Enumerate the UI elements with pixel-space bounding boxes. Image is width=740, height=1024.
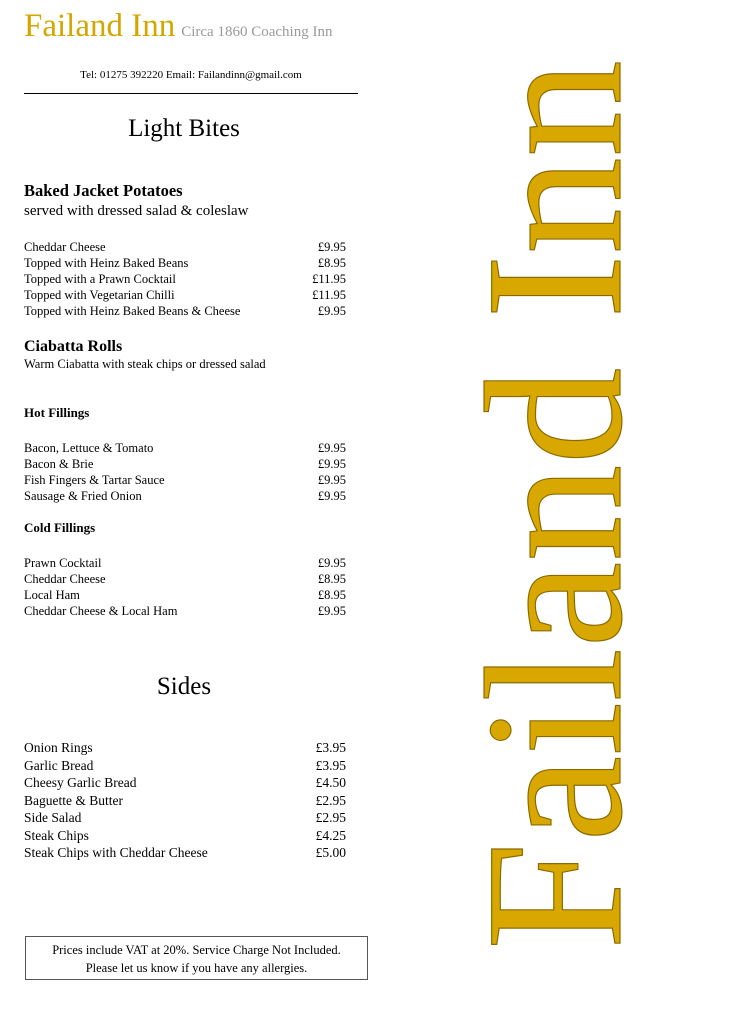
item-price: £9.95 — [317, 604, 346, 618]
item-price: £9.95 — [317, 304, 346, 318]
hot-fillings-heading: Hot Fillings — [24, 405, 90, 420]
list-item — [24, 255, 346, 271]
item-name: Cheddar Cheese — [24, 572, 106, 586]
list-item — [24, 774, 346, 792]
item-price: £9.95 — [317, 441, 346, 455]
item-name: Side Salad — [24, 810, 82, 825]
item-name: Steak Chips — [24, 827, 89, 843]
item-name: Garlic Bread — [24, 757, 94, 773]
prices-notice — [25, 936, 368, 980]
list-item — [24, 603, 346, 619]
item-price: £2.95 — [315, 792, 346, 808]
sides-items — [24, 739, 346, 862]
cold-fillings-heading: Cold Fillings — [24, 520, 96, 535]
item-price: £4.25 — [315, 827, 346, 843]
list-item — [24, 827, 346, 845]
list-item — [24, 792, 346, 810]
item-price: £2.95 — [315, 810, 346, 825]
list-item — [24, 440, 346, 456]
ciabatta-heading: Ciabatta Rolls — [24, 338, 123, 355]
item-price: £9.95 — [317, 457, 346, 471]
notice-line-vat: Prices include VAT at 20%. Service Charge Not Included. — [52, 943, 341, 957]
item-name: Topped with a Prawn Cocktail — [24, 272, 176, 286]
item-price: £3.95 — [315, 740, 346, 755]
jacket-heading: Baked Jacket Potatoes — [24, 181, 183, 200]
list-item — [24, 587, 346, 603]
item-name: Baguette & Butter — [24, 792, 123, 808]
item-price: £4.50 — [315, 775, 346, 790]
list-item — [24, 555, 346, 571]
item-price: £8.95 — [317, 588, 346, 602]
ciabatta-subheading: Warm Ciabatta with steak chips or dressed salad — [24, 357, 266, 371]
item-price: £9.95 — [317, 489, 346, 503]
list-item — [24, 472, 346, 488]
item-name: Fish Fingers & Tartar Sauce — [24, 473, 165, 487]
item-name: Cheesy Garlic Bread — [24, 775, 137, 790]
light-bites-title: Light Bites — [128, 115, 240, 142]
header-title — [24, 8, 332, 45]
item-price: £5.00 — [315, 845, 346, 860]
brand-name: Failand Inn — [24, 8, 176, 44]
list-item — [24, 571, 346, 587]
item-price: £11.95 — [312, 288, 346, 302]
list-item — [24, 287, 346, 303]
item-price: £3.95 — [315, 757, 346, 773]
list-item — [24, 739, 346, 757]
list-item — [24, 488, 346, 504]
item-name: Bacon, Lettuce & Tomato — [24, 441, 154, 455]
item-name: Local Ham — [24, 588, 80, 602]
item-price: £9.95 — [317, 473, 346, 487]
list-item — [24, 844, 346, 862]
jacket-subheading: served with dressed salad & coleslaw — [24, 203, 249, 219]
item-name: Topped with Heinz Baked Beans & Cheese — [24, 304, 241, 318]
contact-line: Tel: 01275 392220 Email: Failandinn@gmail.com — [80, 69, 302, 81]
list-item — [24, 456, 346, 472]
item-name: Bacon & Brie — [24, 457, 94, 471]
list-item — [24, 809, 346, 827]
sides-title: Sides — [156, 673, 212, 700]
cold-fillings-items — [24, 555, 346, 619]
hot-fillings-items — [24, 440, 346, 504]
list-item — [24, 271, 346, 287]
item-price: £11.95 — [312, 272, 346, 286]
item-name: Cheddar Cheese & Local Ham — [24, 604, 178, 618]
item-name: Onion Rings — [24, 740, 93, 755]
list-item — [24, 303, 346, 319]
item-price: £9.95 — [317, 240, 346, 254]
header-divider — [24, 93, 358, 94]
item-name: Sausage & Fried Onion — [24, 489, 142, 503]
jacket-items — [24, 239, 346, 319]
notice-line-allergies: Please let us know if you have any allergies. — [85, 961, 308, 975]
item-name: Topped with Heinz Baked Beans — [24, 256, 189, 270]
tagline: Circa 1860 Coaching Inn — [181, 24, 333, 40]
item-name: Cheddar Cheese — [24, 240, 106, 254]
item-name: Topped with Vegetarian Chilli — [24, 288, 175, 302]
vertical-logo-text: Failand Inn — [446, 51, 663, 950]
item-price: £8.95 — [317, 256, 346, 270]
list-item — [24, 239, 346, 255]
item-name: Steak Chips with Cheddar Cheese — [24, 845, 208, 860]
list-item — [24, 757, 346, 775]
item-price: £8.95 — [317, 572, 346, 586]
item-price: £9.95 — [317, 556, 346, 570]
item-name: Prawn Cocktail — [24, 556, 102, 570]
